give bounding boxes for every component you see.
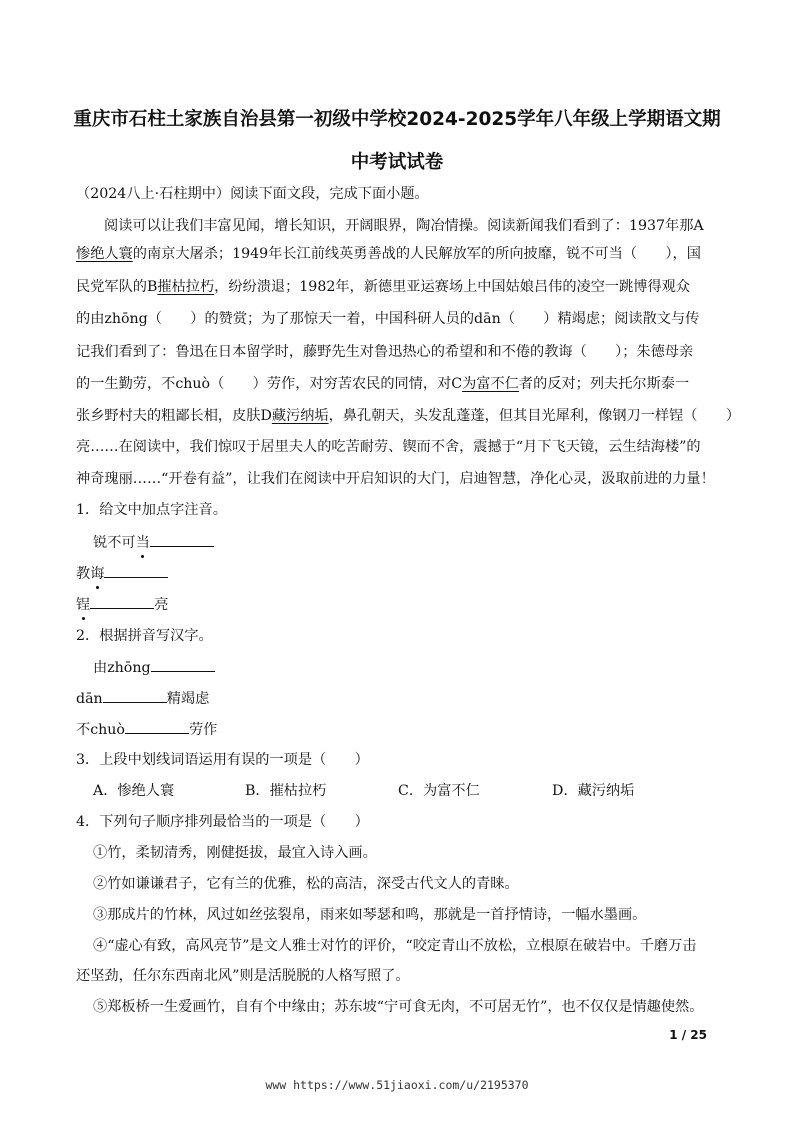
answer-blank[interactable]: [150, 532, 214, 547]
passage-text: 民党军队的B: [76, 279, 158, 295]
passage-line-6: [76, 374, 689, 394]
item-text: 劳作: [188, 722, 218, 738]
option-b[interactable]: B．摧枯拉朽: [245, 783, 327, 799]
passage-line-8: 亮……在阅读中，我们惊叹于居里夫人的吃苦耐劳、锲而不舍，震撼于“月下飞天镜，云生结海楼”的: [76, 439, 701, 455]
underlined-term-b: 摧枯拉朽: [157, 279, 215, 295]
underlined-term-d: 藏污纳垢: [271, 408, 329, 424]
document-title-line-1: 重庆市石柱土家族自治县第一初级中学校2024-2025学年八年级上学期语文期: [73, 109, 721, 130]
sentence-4-line-2: 还坚劲，任尔东西南北风”则是活脱脱的人格写照了。: [76, 968, 410, 984]
item-text: 亮: [154, 597, 169, 613]
item-text: 精竭虑: [166, 691, 210, 707]
item-text: 由zhōng: [93, 660, 151, 676]
question-1-item-b: [76, 563, 168, 584]
sentence-4-line-1: ④“虚心有致，高风亮节”是文人雅士对竹的评价，“咬定青山不放松，立根原在破岩中。千磨万击: [93, 938, 697, 954]
question-1-item-a: [93, 532, 214, 553]
sentence-5: ⑤郑板桥一生爱画竹，自有个中缘由；苏东坡“宁可食无肉，不可居无竹”，也不仅仅是情趣使然。: [93, 999, 704, 1015]
underlined-term-a: 惨绝人寰: [76, 246, 133, 262]
passage-line-9: 神奇瑰丽……“开卷有益”，让我们在阅读中开启知识的大门，启迪智慧，净化心灵，汲取前进的力量！: [76, 471, 715, 487]
document-title-line-2: 中考试试卷: [350, 152, 444, 173]
item-text: 锐不可: [93, 535, 136, 551]
question-4-stem: 4．下列句子顺序排列最恰当的一项是（ ）: [76, 814, 369, 830]
answer-blank[interactable]: [125, 719, 189, 734]
option-d[interactable]: D．藏污纳垢: [552, 783, 635, 799]
underlined-term-c: 为富不仁: [462, 376, 519, 392]
sentence-2: ②竹如谦谦君子，它有兰的优雅，松的高洁，深受古代文人的青睐。: [93, 876, 519, 892]
passage-text: 的一生勤劳，不chuò（ ）劳作，对穷苦农民的同情，对C: [76, 376, 463, 392]
passage-line-1: 阅读可以让我们丰富见闻，增长知识，开阔眼界，陶冶情操。阅读新闻我们看到了：1937年那A: [104, 218, 704, 234]
dotted-character: 锃: [76, 597, 91, 613]
answer-blank[interactable]: [90, 594, 154, 609]
answer-blank[interactable]: [103, 688, 167, 703]
dotted-character: 当: [135, 535, 150, 551]
answer-blank[interactable]: [151, 657, 215, 672]
option-c[interactable]: C．为富不仁: [398, 783, 480, 799]
question-2-item-c: [76, 719, 217, 740]
item-text: dān: [76, 691, 103, 707]
question-2-item-b: [76, 688, 209, 709]
passage-text: ，纷纷溃退；1982年，新德里亚运赛场上中国姑娘吕伟的凌空一跳博得观众: [214, 279, 691, 295]
question-1-stem: 1．给文中加点字注音。: [76, 502, 227, 518]
passage-text: 的南京大屠杀；1949年长江前线英勇善战的人民解放军的所向披靡，锐不可当（ ），国: [132, 246, 701, 262]
passage-line-5: 记我们看到了：鲁迅在日本留学时，藤野先生对鲁迅热心的希望和和不倦的教诲（ ）；朱德母亲: [76, 344, 694, 360]
passage-line-4: 的由zhōng（ ）的赞赏；为了那惊天一着，中国科研人员的dān（ ）精竭虑；阅读散文与传: [76, 311, 700, 327]
option-a[interactable]: A．惨绝人寰: [93, 783, 175, 799]
sentence-3: ③那成片的竹林，风过如丝弦裂帛，雨来如琴瑟和鸣，那就是一首抒情诗，一幅水墨画。: [93, 907, 647, 923]
passage-line-3: [76, 277, 690, 297]
sentence-1: ①竹，柔韧清秀，刚健挺拔，最宜入诗入画。: [93, 845, 377, 861]
footer-watermark-url: www https://www.51jiaoxi.com/u/2195370: [265, 1078, 529, 1092]
dotted-character: 诲: [90, 566, 105, 582]
passage-line-2: [76, 244, 701, 264]
page-number: 1 / 25: [669, 1028, 707, 1042]
passage-text: ，鼻孔朝天，头发乱蓬蓬，但其目光犀利，像钢刀一样锃（ ）: [328, 408, 741, 424]
passage-line-7: [76, 406, 740, 426]
section-intro: （2024八上·石柱期中）阅读下面文段，完成下面小题。: [76, 186, 429, 202]
item-text: 教: [76, 566, 91, 582]
answer-blank[interactable]: [104, 563, 168, 578]
passage-text: 张乡野村夫的粗鄙长相，皮肤D: [76, 408, 272, 424]
question-3-stem: 3．上段中划线词语运用有误的一项是（ ）: [76, 752, 369, 768]
item-text: 不chuò: [76, 722, 125, 738]
question-2-item-a: [93, 657, 215, 678]
question-2-stem: 2．根据拼音写汉字。: [76, 628, 213, 644]
question-1-item-c: [76, 594, 168, 615]
passage-text: 者的反对；列夫托尔斯泰一: [518, 376, 690, 392]
